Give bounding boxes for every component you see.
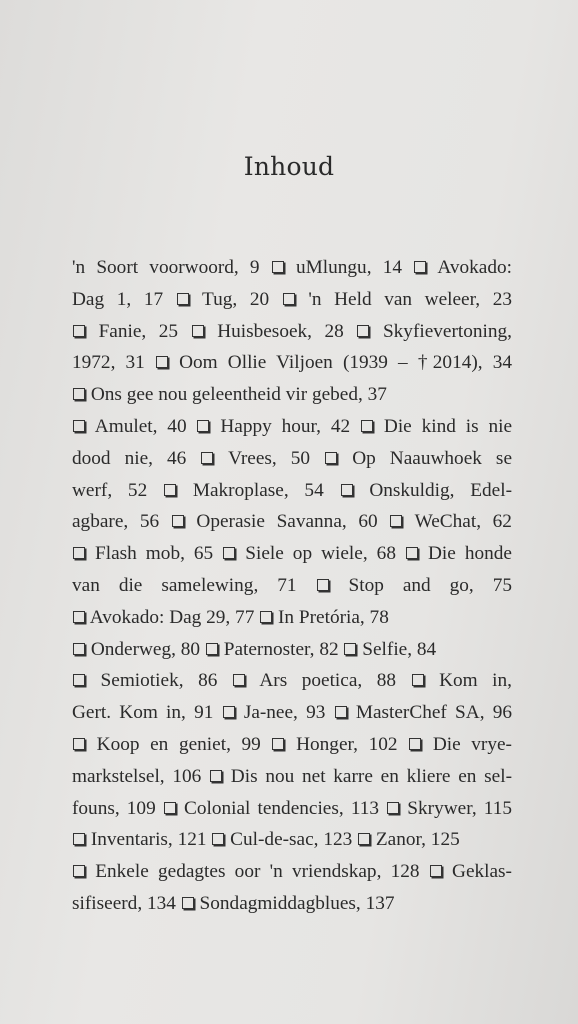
- checkbox-square-icon: [272, 738, 284, 750]
- checkbox-square-icon: [172, 515, 184, 527]
- checkbox-square-icon: [223, 547, 235, 559]
- checkbox-square-icon: [206, 643, 218, 655]
- checkbox-square-icon: [212, 833, 224, 845]
- toc-entry: Amulet, 40: [94, 415, 187, 437]
- toc-entry: Semiotiek, 86: [100, 670, 218, 692]
- toc-entry-continuation: 1972, 31: [72, 352, 145, 374]
- toc-entry: Paternoster, 82: [223, 638, 339, 660]
- toc-entry-continuation: sifiseerd, 134: [72, 892, 176, 914]
- toc-entry: Skrywer, 115: [407, 797, 512, 819]
- checkbox-square-icon: [156, 356, 168, 368]
- toc-line: [72, 602, 512, 634]
- checkbox-square-icon: [317, 579, 329, 591]
- checkbox-square-icon: [341, 484, 353, 496]
- checkbox-square-icon: [412, 674, 424, 686]
- toc-entry: Tug, 20: [202, 288, 270, 310]
- toc-entry-continuation: Gert. Kom in, 91: [72, 702, 214, 724]
- checkbox-square-icon: [73, 388, 85, 400]
- toc-entry: Geklas-: [452, 861, 512, 883]
- toc-entry-continuation: werf, 52: [72, 479, 148, 501]
- toc-entry: Flash mob, 65: [95, 543, 214, 565]
- checkbox-square-icon: [210, 770, 222, 782]
- toc-entry: Avokado:: [437, 257, 512, 278]
- checkbox-square-icon: [197, 420, 209, 432]
- toc-entry: Siele op wiele, 68: [245, 543, 396, 565]
- checkbox-square-icon: [73, 674, 85, 686]
- toc-line: [72, 570, 512, 602]
- toc-entry: Happy hour, 42: [220, 415, 351, 437]
- checkbox-square-icon: [361, 420, 373, 432]
- toc-entry: Cul-de-sac, 123: [230, 829, 353, 851]
- checkbox-square-icon: [73, 833, 85, 845]
- checkbox-square-icon: [325, 452, 337, 464]
- toc-line: [72, 793, 512, 825]
- toc-entry: Die vrye-: [432, 733, 512, 755]
- checkbox-square-icon: [390, 515, 402, 527]
- checkbox-square-icon: [260, 611, 272, 623]
- toc-line: [72, 824, 512, 856]
- toc-entry: Die honde: [428, 543, 512, 565]
- toc-entry: Stop and go, 75: [348, 574, 512, 596]
- toc-line: [72, 284, 512, 316]
- toc-entry: Sondagmiddagblues, 137: [199, 892, 395, 914]
- checkbox-square-icon: [182, 897, 194, 909]
- checkbox-square-icon: [223, 706, 235, 718]
- toc-entry: Huisbesoek, 28: [217, 320, 344, 342]
- checkbox-square-icon: [73, 611, 85, 623]
- toc-entry: Inventaris, 121: [90, 829, 207, 851]
- toc-line: [72, 697, 512, 729]
- toc-entry-continuation: agbare, 56: [72, 511, 160, 533]
- toc-entry: Onderweg, 80: [90, 638, 201, 660]
- checkbox-square-icon: [233, 674, 245, 686]
- toc-line: [72, 729, 512, 761]
- toc-entry: Zanor, 125: [375, 829, 460, 851]
- toc-entry: MasterChef SA, 96: [355, 702, 513, 724]
- checkbox-square-icon: [192, 325, 204, 337]
- toc-entry-continuation: founs, 109: [72, 797, 156, 819]
- checkbox-square-icon: [406, 547, 418, 559]
- toc-entry: Colonial tendencies, 113: [183, 797, 380, 819]
- toc-line: [72, 506, 512, 538]
- toc-line: [72, 761, 512, 793]
- checkbox-square-icon: [164, 802, 176, 814]
- checkbox-square-icon: [409, 738, 421, 750]
- checkbox-square-icon: [430, 865, 442, 877]
- checkbox-square-icon: [335, 706, 347, 718]
- toc-entry: Oom Ollie Viljoen (1939 – †2014), 34: [179, 352, 513, 374]
- checkbox-square-icon: [177, 293, 189, 305]
- toc-line: [72, 347, 512, 379]
- toc-entry: 'n Soort voorwoord, 9: [72, 257, 260, 278]
- toc-line: [72, 665, 512, 697]
- toc-entry: Selfie, 84: [362, 638, 437, 660]
- toc-entry: Vrees, 50: [228, 447, 311, 469]
- toc-entry-continuation: Dag 1, 17: [72, 288, 164, 310]
- toc-line: [72, 379, 512, 411]
- checkbox-square-icon: [164, 484, 176, 496]
- toc-entry-continuation: van die samelewing, 71: [72, 574, 297, 596]
- toc-entry: Ons gee nou geleentheid vir gebed, 37: [90, 384, 387, 406]
- toc-line: [72, 538, 512, 570]
- toc-line: [72, 411, 512, 443]
- toc-entry: Avokado: Dag 29, 77: [89, 606, 255, 628]
- checkbox-square-icon: [73, 643, 85, 655]
- toc-entry: Koop en geniet, 99: [96, 733, 261, 755]
- toc-entry-continuation: markstelsel, 106: [72, 765, 202, 787]
- toc-entry-continuation: dood nie, 46: [72, 447, 187, 469]
- toc-entry: Ars poetica, 88: [259, 670, 397, 692]
- toc-entry: Kom in,: [439, 670, 512, 692]
- toc-line: [72, 252, 512, 284]
- checkbox-square-icon: [73, 420, 85, 432]
- checkbox-square-icon: [414, 261, 426, 273]
- toc-entry: Ja-nee, 93: [243, 702, 326, 724]
- table-of-contents: [72, 252, 512, 920]
- toc-line: [72, 443, 512, 475]
- checkbox-square-icon: [73, 738, 85, 750]
- page-title: Inhoud: [243, 152, 335, 181]
- checkbox-square-icon: [73, 865, 85, 877]
- toc-entry: 'n Held van weleer, 23: [308, 288, 512, 310]
- toc-line: [72, 634, 512, 666]
- toc-entry: Honger, 102: [296, 733, 398, 755]
- toc-line: [72, 316, 512, 348]
- checkbox-square-icon: [387, 802, 399, 814]
- toc-entry: Skyfievertoning,: [382, 320, 512, 342]
- checkbox-square-icon: [344, 643, 356, 655]
- toc-entry: Die kind is nie: [383, 415, 513, 437]
- toc-entry: Dis nou net karre en kliere en sel-: [230, 765, 512, 787]
- toc-entry: In Pretória, 78: [278, 606, 389, 628]
- toc-line: [72, 888, 512, 920]
- checkbox-square-icon: [272, 261, 284, 273]
- toc-entry: Onskuldig, Edel-: [369, 479, 513, 501]
- toc-entry: Enkele gedagtes oor 'n vriendskap, 128: [95, 861, 420, 883]
- checkbox-square-icon: [201, 452, 213, 464]
- checkbox-square-icon: [73, 325, 85, 337]
- toc-entry: Makroplase, 54: [192, 479, 324, 501]
- toc-entry: Op Naauwhoek se: [352, 447, 512, 469]
- checkbox-square-icon: [283, 293, 295, 305]
- toc-line: [72, 856, 512, 888]
- checkbox-square-icon: [73, 547, 85, 559]
- toc-entry: Operasie Savanna, 60: [196, 511, 378, 533]
- toc-entry: uMlungu, 14: [295, 257, 402, 278]
- toc-entry: Fanie, 25: [98, 320, 179, 342]
- checkbox-square-icon: [358, 833, 370, 845]
- toc-entry: WeChat, 62: [414, 511, 512, 533]
- toc-line: [72, 475, 512, 507]
- checkbox-square-icon: [357, 325, 369, 337]
